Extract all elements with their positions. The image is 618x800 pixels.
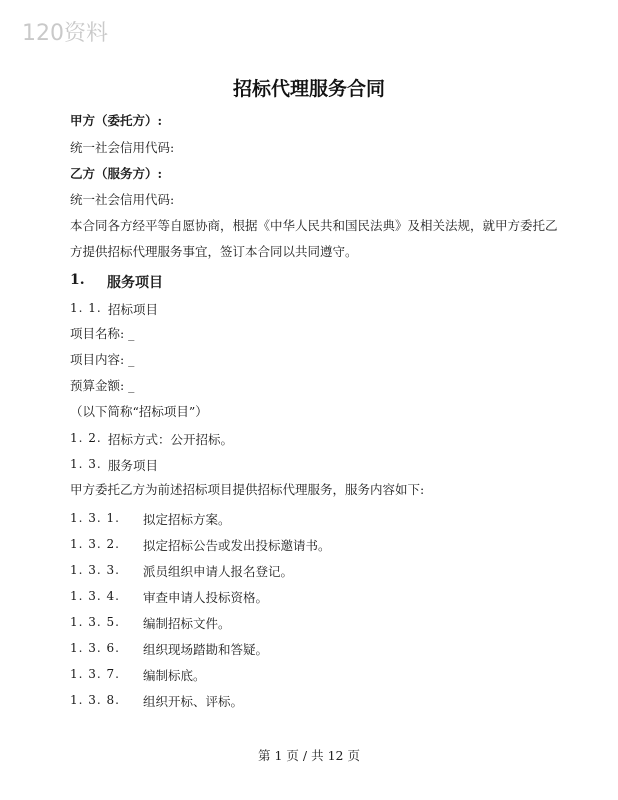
budget-field: 预算金额: _: [70, 378, 135, 393]
service-item-text: 编制招标文件。: [143, 616, 231, 631]
service-item-number: 1. 3. 3.: [70, 563, 120, 577]
service-item-number: 1. 3. 7.: [70, 667, 120, 681]
service-item-text: 拟定招标方案。: [143, 512, 231, 527]
section-1-title: 服务项目: [107, 275, 163, 291]
service-item-number: 1. 3. 8.: [70, 693, 120, 707]
service-item-number: 1. 3. 2.: [70, 537, 120, 551]
service-item-number: 1. 3. 6.: [70, 641, 120, 655]
party-a-label: 甲方（委托方）:: [70, 113, 163, 128]
party-a-credit-code: 统一社会信用代码:: [70, 140, 175, 155]
watermark: 120资料: [22, 21, 108, 46]
intro-line-2: 方提供招标代理服务事宜，签订本合同以共同遵守。: [70, 244, 358, 259]
service-item-number: 1. 3. 5.: [70, 615, 120, 629]
clause-1-1-number: 1. 1.: [70, 301, 102, 315]
abbreviation-note: （以下简称“招标项目”）: [70, 404, 208, 419]
clause-1-2-number: 1. 2.: [70, 431, 102, 445]
service-item-text: 组织开标、评标。: [143, 694, 244, 709]
service-item-text: 拟定招标公告或发出投标邀请书。: [143, 538, 331, 553]
service-item-text: 审查申请人投标资格。: [143, 590, 269, 605]
service-item-number: 1. 3. 1.: [70, 511, 120, 525]
service-item-text: 编制标底。: [143, 668, 206, 683]
service-item-text: 组织现场踏勘和答疑。: [143, 642, 269, 657]
document-title: 招标代理服务合同: [232, 78, 385, 100]
clause-1-2-text: 招标方式：公开招标。: [108, 432, 234, 447]
service-item-text: 派员组织申请人报名登记。: [143, 564, 294, 579]
section-1-number: 1.: [70, 272, 85, 288]
intro-line-1: 本合同各方经平等自愿协商，根据《中华人民共和国民法典》及相关法规，就甲方委托乙: [70, 218, 558, 233]
service-item-number: 1. 3. 4.: [70, 589, 120, 603]
services-intro: 甲方委托乙方为前述招标项目提供招标代理服务，服务内容如下:: [70, 482, 425, 497]
project-content-field: 项目内容: _: [70, 352, 135, 367]
project-name-field: 项目名称: _: [70, 326, 135, 341]
clause-1-1-text: 招标项目: [108, 302, 159, 317]
clause-1-3-number: 1. 3.: [70, 457, 102, 471]
clause-1-3-text: 服务项目: [108, 458, 159, 473]
page-footer: 第 1 页 / 共 12 页: [258, 748, 360, 763]
party-b-label: 乙方（服务方）:: [70, 166, 163, 181]
party-b-credit-code: 统一社会信用代码:: [70, 192, 175, 207]
